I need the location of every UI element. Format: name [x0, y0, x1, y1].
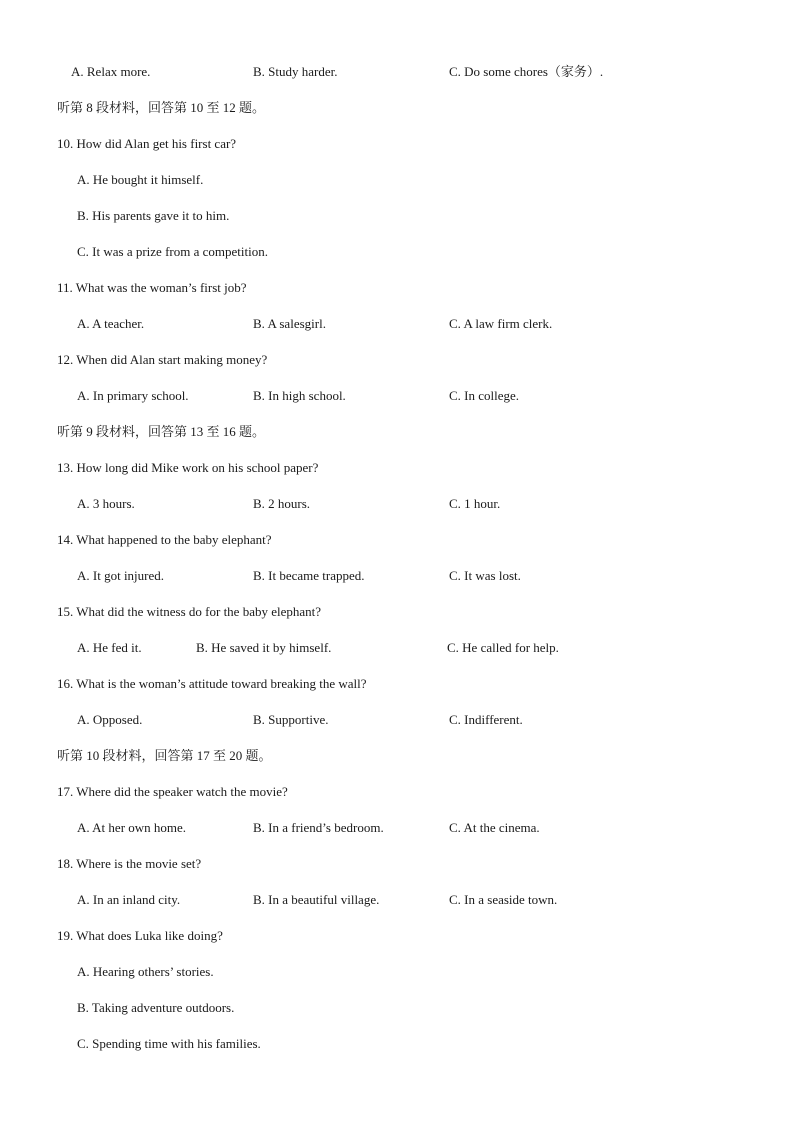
question-13: 13. How long did Mike work on his school paper?	[57, 460, 319, 475]
q16-option-b: B. Supportive.	[253, 712, 329, 727]
q14-option-b: B. It became trapped.	[253, 568, 365, 583]
section-10-heading: 听第 10 段材料，回答第 17 至 20 题。	[57, 748, 272, 763]
q18-option-c: C. In a seaside town.	[449, 892, 558, 907]
q9-option-c: C. Do some chores（家务）.	[449, 64, 604, 79]
q13-option-a: A. 3 hours.	[77, 496, 135, 511]
q14-option-a: A. It got injured.	[77, 568, 165, 583]
section-8-heading: 听第 8 段材料，回答第 10 至 12 题。	[57, 100, 266, 115]
question-10: 10. How did Alan get his first car?	[57, 136, 237, 151]
question-18: 18. Where is the movie set?	[57, 856, 202, 871]
question-12: 12. When did Alan start making money?	[57, 352, 268, 367]
q17-option-a: A. At her own home.	[77, 820, 187, 835]
q10-option-b: B. His parents gave it to him.	[77, 208, 230, 223]
q16-option-a: A. Opposed.	[77, 712, 143, 727]
q18-option-a: A. In an inland city.	[77, 892, 181, 907]
q15-option-b: B. He saved it by himself.	[196, 640, 332, 655]
q11-option-a: A. A teacher.	[77, 316, 145, 331]
q10-option-a: A. He bought it himself.	[77, 172, 204, 187]
q15-option-c: C. He called for help.	[447, 640, 559, 655]
q15-option-a: A. He fed it.	[77, 640, 142, 655]
question-17: 17. Where did the speaker watch the movie?	[57, 784, 288, 799]
q16-option-c: C. Indifferent.	[449, 712, 523, 727]
q12-option-c: C. In college.	[449, 388, 520, 403]
section-9-heading: 听第 9 段材料，回答第 13 至 16 题。	[57, 424, 266, 439]
question-11: 11. What was the woman’s first job?	[57, 280, 247, 295]
q9-option-a: A. Relax more.	[71, 64, 151, 79]
question-19: 19. What does Luka like doing?	[57, 928, 223, 943]
q11-option-c: C. A law firm clerk.	[449, 316, 553, 331]
q9-option-b: B. Study harder.	[253, 64, 338, 79]
q19-option-a: A. Hearing others’ stories.	[77, 964, 214, 979]
q17-option-b: B. In a friend’s bedroom.	[253, 820, 384, 835]
question-15: 15. What did the witness do for the baby elephant?	[57, 604, 322, 619]
q12-option-a: A. In primary school.	[77, 388, 189, 403]
q14-option-c: C. It was lost.	[449, 568, 521, 583]
q12-option-b: B. In high school.	[253, 388, 346, 403]
q18-option-b: B. In a beautiful village.	[253, 892, 380, 907]
question-14: 14. What happened to the baby elephant?	[57, 532, 272, 547]
q11-option-b: B. A salesgirl.	[253, 316, 326, 331]
q19-option-b: B. Taking adventure outdoors.	[77, 1000, 235, 1015]
q13-option-c: C. 1 hour.	[449, 496, 501, 511]
q19-option-c: C. Spending time with his families.	[77, 1036, 261, 1051]
q13-option-b: B. 2 hours.	[253, 496, 311, 511]
question-16: 16. What is the woman’s attitude toward breaking the wall?	[57, 676, 367, 691]
q10-option-c: C. It was a prize from a competition.	[77, 244, 268, 259]
q17-option-c: C. At the cinema.	[449, 820, 540, 835]
